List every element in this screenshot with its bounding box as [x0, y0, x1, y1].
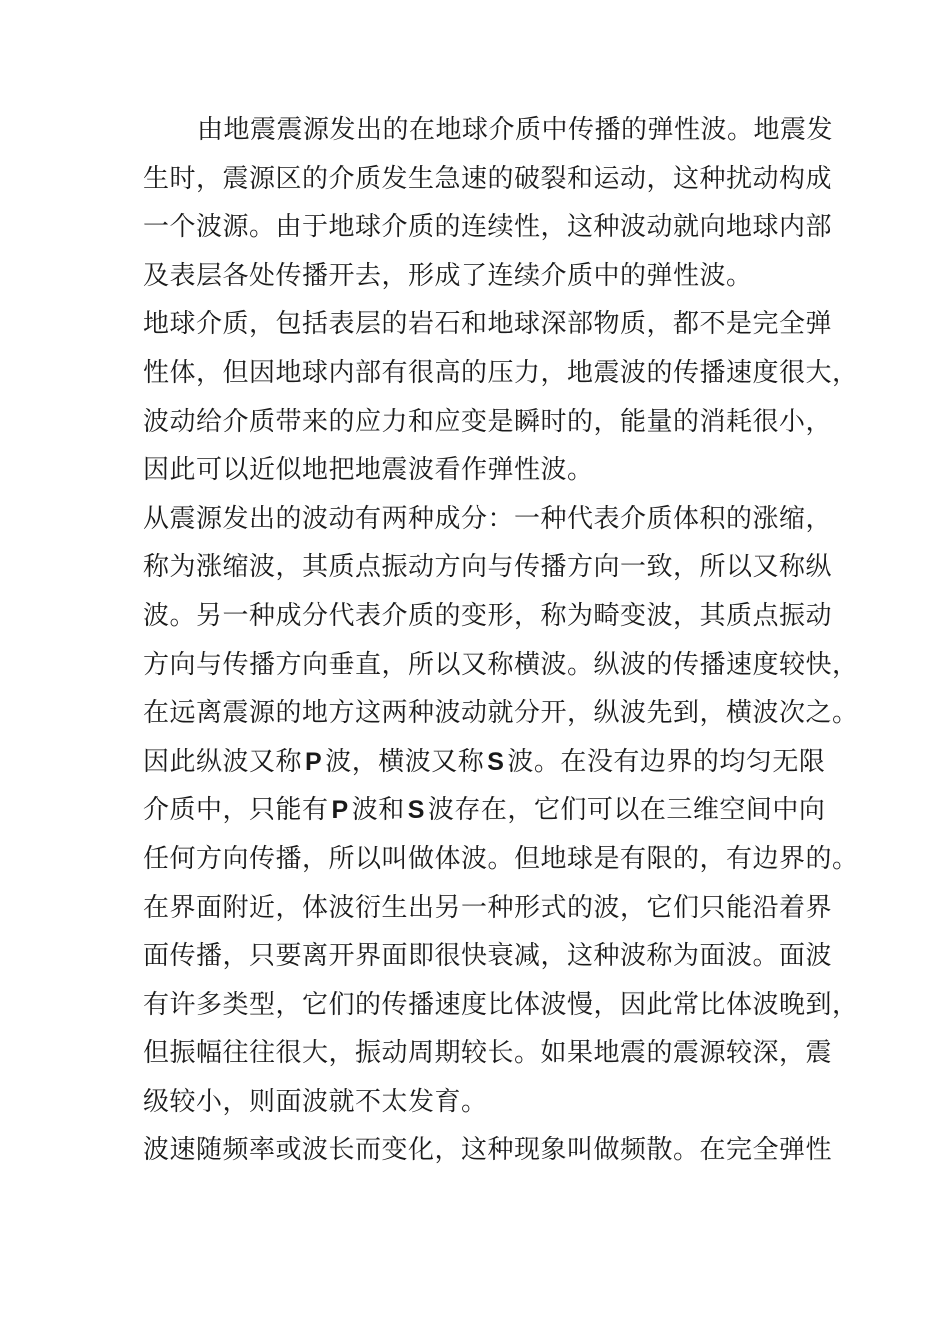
text-segment: 波存在，它们可以在三维空间中向 — [427, 795, 826, 826]
text-line: 性体，但因地球内部有很高的压力，地震波的传播速度很大， — [143, 357, 859, 388]
text-line-p-s-waves — [143, 786, 833, 835]
text-segment: 波。在没有边界的均匀无限 — [507, 746, 826, 777]
text-line: 波速随频率或波长而变化，这种现象叫做频散。在完全弹性 — [143, 1135, 833, 1166]
text-line: 生时，震源区的介质发生急速的破裂和运动，这种扰动构成 — [143, 163, 833, 194]
text-line: 但振幅往往很大，振动周期较长。如果地震的震源较深，震 — [143, 1038, 833, 1069]
paragraph-dispersion — [143, 1126, 833, 1175]
text-line-p-s-waves — [143, 738, 833, 787]
text-segment: 波，横波又称 — [325, 746, 485, 777]
text-line: 有许多类型，它们的传播速度比体波慢，因此常比体波晚到， — [143, 989, 859, 1020]
text-line: 从震源发出的波动有两种成分：一种代表介质体积的涨缩， — [143, 503, 833, 534]
paragraph-earth-medium — [143, 300, 859, 494]
s-wave-letter: S — [487, 747, 505, 776]
paragraph-seismic-wave-definition — [143, 106, 833, 300]
text-line: 级较小，则面波就不太发育。 — [143, 1086, 488, 1117]
text-line: 面传播，只要离开界面即很快衰减，这种波称为面波。面波 — [143, 941, 833, 972]
text-segment: 波和 — [351, 795, 405, 826]
text-line: 在界面附近，体波衍生出另一种形式的波，它们只能沿着界 — [143, 892, 833, 923]
text-line: 因此可以近似地把地震波看作弹性波。 — [143, 455, 594, 486]
text-line: 波。另一种成分代表介质的变形，称为畸变波，其质点振动 — [143, 600, 833, 631]
p-wave-letter: P — [305, 747, 323, 776]
body-text — [143, 106, 859, 1175]
text-segment: 介质中，只能有 — [143, 795, 329, 826]
text-line: 一个波源。由于地球介质的连续性，这种波动就向地球内部 — [143, 212, 833, 243]
s-wave-letter: S — [407, 796, 425, 825]
text-segment: 因此纵波又称 — [143, 746, 303, 777]
text-line: 波动给介质带来的应力和应变是瞬时的，能量的消耗很小， — [143, 406, 833, 437]
text-line: 由地震震源发出的在地球介质中传播的弹性波。地震发 — [197, 115, 834, 145]
paragraph-body-and-surface-waves — [143, 495, 859, 1127]
text-line: 方向与传播方向垂直，所以又称横波。纵波的传播速度较快， — [143, 649, 859, 680]
text-line: 及表层各处传播开去，形成了连续介质中的弹性波。 — [143, 260, 753, 291]
text-line: 在远离震源的地方这两种波动就分开，纵波先到，横波次之。 — [143, 698, 859, 729]
text-line: 称为涨缩波，其质点振动方向与传播方向一致，所以又称纵 — [143, 552, 833, 583]
text-line: 地球介质，包括表层的岩石和地球深部物质，都不是完全弹 — [143, 309, 833, 340]
text-line: 任何方向传播，所以叫做体波。但地球是有限的，有边界的。 — [143, 843, 859, 874]
p-wave-letter: P — [331, 796, 349, 825]
